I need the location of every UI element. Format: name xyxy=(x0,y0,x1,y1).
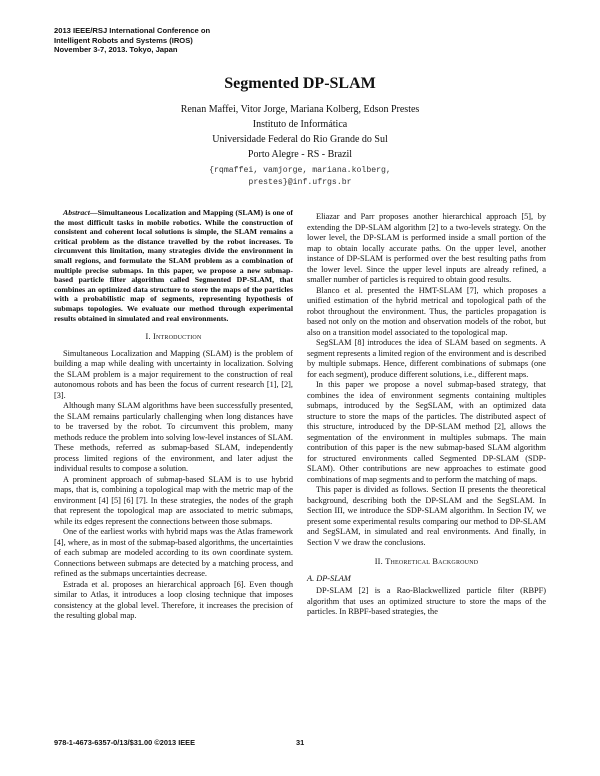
paragraph: One of the earliest works with hybrid maps was the Atlas framework [4], where, as in most of the submap-based algorithms, the uncertainties of each submap are modeled according to its own coordinate system. Connections between submaps are detected by a matching process, and refined as the submaps uncertainties decrease. xyxy=(54,527,293,579)
paragraph: Although many SLAM algorithms have been successfully presented, the SLAM remains particularly challenging when long distances have to be traversed by the robot. To circumvent this problem, many methods reduce the problem into solving low-level instances of SLAM. These methods, referred as submap-based SLAM, independently process limited regions of the environment, and later adjust the individual results to compose a solution. xyxy=(54,401,293,474)
paragraph: This paper is divided as follows. Section II presents the theoretical background, describing both the DP-SLAM and the SegSLAM. In Section III, we introduce the SDP-SLAM algorithm. In Section IV, we present some experimental results comparing our method to DP-SLAM and SegSLAM, in simulated and real environments. And finally, in Section V we draw the conclusions. xyxy=(307,485,546,547)
section-heading-background xyxy=(307,557,546,568)
author-names: Renan Maffei, Vitor Jorge, Mariana Kolberg, Edson Prestes xyxy=(180,104,420,115)
abstract-text: —Simultaneous Localization and Mapping (SLAM) is one of the most difficult tasks in mobile robotics. While the construction of consistent and coherent local solutions is simple, the SLAM remains a critical problem as the distance travelled by the robot increases. To circumvent this limitation, many strategies divide the environment in small regions, and formulate the SLAM problem as a combination of multiple precise submaps. In this paper, we propose a new submap-based particle filter algorithm called Segmented DP-SLAM, that combines an optimized data structure to store the maps of the particles with a probabilistic map of segments, representing hypothesis of submaps topologies. We evaluate our method through experimental results obtained in simulated and real environments. xyxy=(54,208,293,323)
conference-header xyxy=(54,26,210,55)
author-university: Universidade Federal do Rio Grande do Sul xyxy=(212,134,388,145)
conference-line-2: Intelligent Robots and Systems (IROS) xyxy=(54,35,193,45)
paragraph: Simultaneous Localization and Mapping (SLAM) is the problem of building a map while dealing with uncertainty in localization. Solving the SLAM problem is a major requirement to the construction of real autonomous robots and has been the focus of current research [1], [2], [3]. xyxy=(54,348,293,400)
conference-line-1: 2013 IEEE/RSJ International Conference on xyxy=(54,26,211,35)
section-title: Theoretical Background xyxy=(385,557,479,566)
footer-isbn: 978-1-4673-6357-0/13/$31.00 ©2013 IEEE xyxy=(54,738,196,747)
section-heading-introduction xyxy=(54,332,293,343)
paragraph: SegSLAM [8] introduces the idea of SLAM based on segments. A segment represents a limited region of the environment and is described by multiple submaps. Hence, different combinations of submaps (one for each segment), produce different solutions, i.e., different maps. xyxy=(307,338,546,379)
abstract xyxy=(54,208,293,323)
author-institute: Instituto de Informática xyxy=(252,119,348,130)
paragraph: DP-SLAM [2] is a Rao-Blackwellized particle filter (RBPF) algorithm that uses an optimized structure to store the maps of the particles. In RBPF-based strategies, the xyxy=(307,586,546,616)
author-block xyxy=(0,102,600,191)
section-number: II. xyxy=(374,557,386,566)
conference-line-3: November 3-7, 2013. Tokyo, Japan xyxy=(54,45,178,55)
paragraph: A prominent approach of submap-based SLAM is to use hybrid maps, that is, combining a topological map with the metric map of the environment [4] [5] [6] [7]. In these strategies, the nodes of the graph that represent the topological map are associated to metric submaps, while its edges represent the connections between those submaps. xyxy=(54,474,293,526)
section-number: I. xyxy=(145,332,153,342)
author-city: Porto Alegre - RS - Brazil xyxy=(247,149,353,160)
left-column xyxy=(54,208,293,622)
paragraph: Eliazar and Parr proposes another hierarchical approach [5], by extending the DP-SLAM algorithm [2] to a two-levels strategy. On the lower level, the DP-SLAM is performed inside a small portion of the map to obtain locally accurate paths. On the upper level, another instance of DP-SLAM is performed over the best resulting paths from the lower level. Since the upper level inputs are already refined, a smaller number of particles is required to obtain good results. xyxy=(307,212,546,284)
subsection-heading-dpslam: A. DP-SLAM xyxy=(307,573,351,583)
author-emails-1: {rqmaffei, vamjorge, mariana.kolberg, xyxy=(209,166,391,175)
paragraph: Blanco et al. presented the HMT-SLAM [7], which proposes a unified estimation of the hybrid metrical and topological path of the robot throughout the environment. Thus, the particles propagation is based not only on the motion and observation models of the robot, but also on a transition model associated to the topological map. xyxy=(307,285,546,337)
section-title: Introduction xyxy=(153,332,202,342)
paper-title: Segmented DP-SLAM xyxy=(224,75,376,92)
abstract-label: Abstract xyxy=(63,208,90,217)
author-emails-2: prestes}@inf.ufrgs.br xyxy=(248,178,352,187)
paragraph: In this paper we propose a novel submap-based strategy, that combines the idea of environment segments containing multiples submaps, introduced by the SegSLAM, with an optimized data structure to store the maps of the particles. The distributed aspect of this structure, introduced by the DP-SLAM method [2], allows the segmentation of the environment in multiples submaps. The main contribution of this paper is the new submap-based SLAM algorithm for structured environments called Segmented DP-SLAM (SDP-SLAM). Other contributions are new approaches to estimate good combinations of map segments and to perform the matching of maps. xyxy=(307,380,546,484)
paragraph: Estrada et al. proposes an hierarchical approach [6]. Even though similar to Atlas, it introduces a loop closing technique that imposes consistency at the global level. Therefore, it increases the precision of the resulting global map. xyxy=(54,579,293,621)
page-number: 31 xyxy=(296,738,305,747)
right-column xyxy=(307,212,546,618)
